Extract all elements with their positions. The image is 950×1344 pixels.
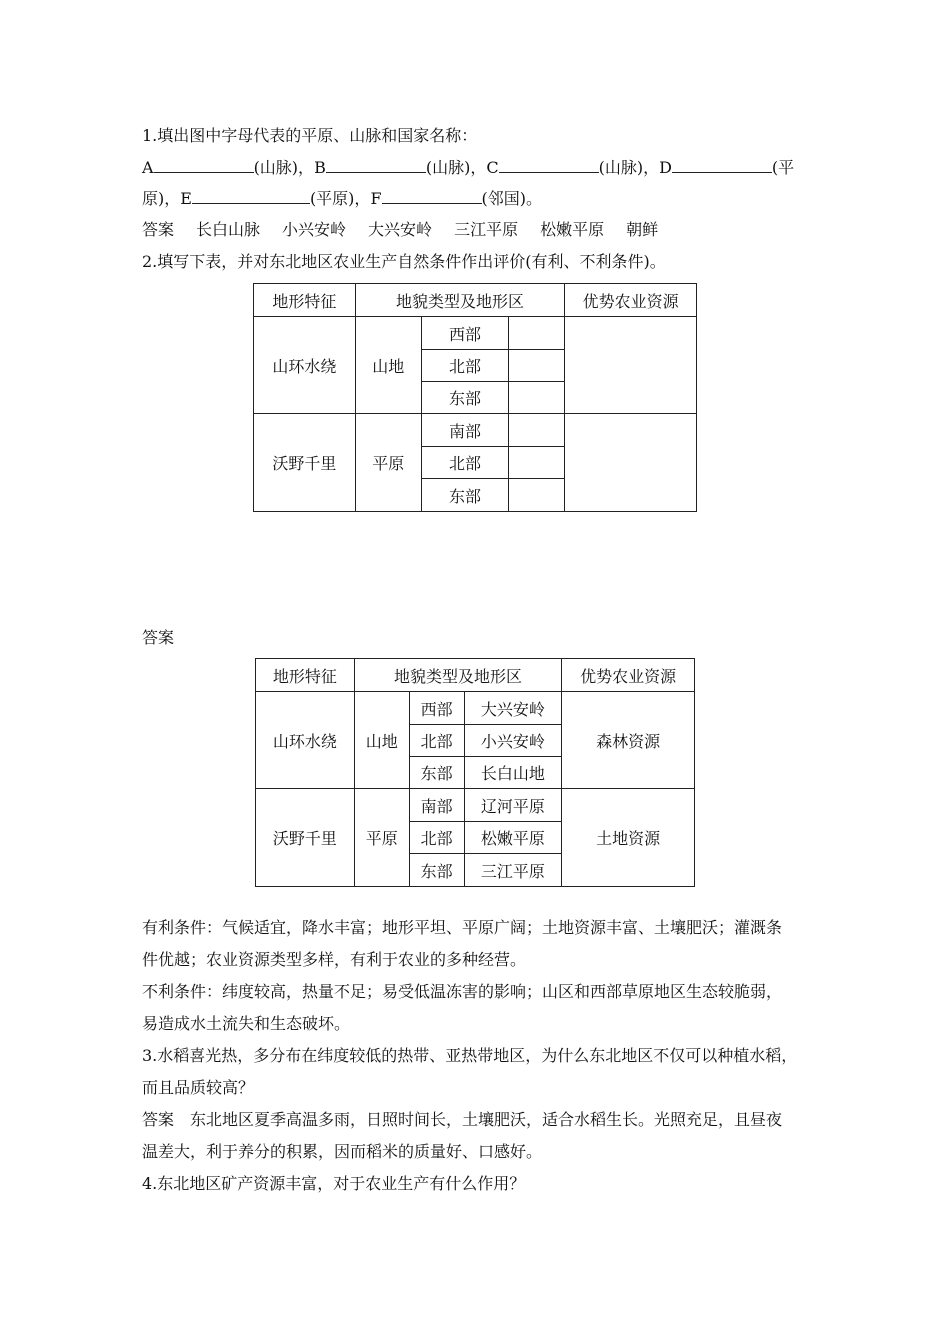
fill-cell[interactable] <box>509 350 565 382</box>
region-cell: 北部 <box>421 447 509 479</box>
answer-table <box>255 658 695 887</box>
fill-cell[interactable] <box>509 479 565 512</box>
type-cell: 平原 <box>355 414 421 512</box>
region-cell: 东部 <box>409 757 464 789</box>
region-cell: 南部 <box>409 789 464 822</box>
blank-table <box>253 283 697 512</box>
resource-cell: 土地资源 <box>562 789 695 887</box>
q1-blank-line-2 <box>142 189 542 209</box>
resource-fill-cell[interactable] <box>565 317 697 414</box>
fill-cell[interactable] <box>509 317 565 350</box>
answer-item: 朝鲜 <box>626 220 659 239</box>
blank-a-hint: (山脉)， <box>253 158 315 177</box>
region-cell: 北部 <box>409 725 464 757</box>
q3-question-line-2: 而且品质较高？ <box>142 1078 255 1097</box>
answer-item: 大兴安岭 <box>368 220 433 239</box>
landform-name-cell: 松嫩平原 <box>464 822 562 854</box>
fill-cell[interactable] <box>509 414 565 447</box>
blank-c-hint: (山脉)， <box>598 158 660 177</box>
type-cell: 山地 <box>355 317 421 414</box>
favorable-conditions-line-2: 件优越；农业资源类型多样，有利于农业的多种经营。 <box>142 950 527 969</box>
blank-d-hint-continued: 原)， <box>142 189 181 208</box>
favorable-conditions-line-1: 有利条件：气候适宜，降水丰富；地形平坦、平原广阔；土地资源丰富、土壤肥沃；灌溉条 <box>142 918 783 937</box>
blank-b-field[interactable] <box>326 158 426 173</box>
blank-c-field[interactable] <box>499 158 599 173</box>
q3-question-line-1: 3.水稻喜光热，多分布在纬度较低的热带、亚热带地区，为什么东北地区不仅可以种植水稻， <box>142 1046 798 1065</box>
blank-letter-f: F <box>370 189 382 208</box>
q3-answer-line-2: 温差大，利于养分的积累，因而稻米的质量好、口感好。 <box>142 1142 543 1161</box>
blank-letter-a: A <box>142 158 154 177</box>
feature-cell: 沃野千里 <box>256 789 355 887</box>
landform-name-cell: 长白山地 <box>464 757 562 789</box>
unfavorable-conditions-line-2: 易造成水土流失和生态破坏。 <box>142 1014 351 1033</box>
type-cell: 平原 <box>354 789 409 887</box>
header-resource: 优势农业资源 <box>562 659 695 692</box>
landform-name-cell: 三江平原 <box>464 854 562 887</box>
region-cell: 北部 <box>409 822 464 854</box>
q2-answer-label: 答案 <box>142 628 175 647</box>
feature-cell: 山环水绕 <box>256 692 355 789</box>
region-cell: 西部 <box>421 317 509 350</box>
q1-blank-line-1 <box>142 158 794 178</box>
blank-e-hint: (平原)， <box>309 189 371 208</box>
blank-letter-e: E <box>180 189 192 208</box>
resource-cell: 森林资源 <box>562 692 695 789</box>
fill-cell[interactable] <box>509 447 565 479</box>
unfavorable-conditions-line-1: 不利条件：纬度较高，热量不足；易受低温冻害的影响；山区和西部草原地区生态较脆弱， <box>142 982 783 1001</box>
blank-a-field[interactable] <box>154 158 254 173</box>
header-landform: 地貌类型及地形区 <box>355 284 565 317</box>
blank-letter-c: C <box>486 158 499 177</box>
header-landform: 地貌类型及地形区 <box>354 659 562 692</box>
blank-e-field[interactable] <box>192 189 310 204</box>
landform-name-cell: 小兴安岭 <box>464 725 562 757</box>
header-terrain-feature: 地形特征 <box>256 659 355 692</box>
fill-cell[interactable] <box>509 382 565 414</box>
blank-b-hint: (山脉)， <box>425 158 487 177</box>
answer-label: 答案 <box>142 220 175 239</box>
answer-item: 小兴安岭 <box>282 220 347 239</box>
blank-f-hint: (邻国)。 <box>481 189 543 208</box>
answer-item: 松嫩平原 <box>540 220 605 239</box>
header-resource: 优势农业资源 <box>565 284 697 317</box>
type-cell: 山地 <box>354 692 409 789</box>
region-cell: 西部 <box>409 692 464 725</box>
blank-letter-b: B <box>314 158 326 177</box>
q3-answer-line-1: 答案 东北地区夏季高温多雨，日照时间长，土壤肥沃，适合水稻生长。光照充足，且昼夜 <box>142 1110 783 1129</box>
blank-d-field[interactable] <box>672 158 772 173</box>
region-cell: 东部 <box>421 479 509 512</box>
blank-d-hint: (平 <box>771 158 795 177</box>
region-cell: 南部 <box>421 414 509 447</box>
feature-cell: 沃野千里 <box>254 414 356 512</box>
landform-name-cell: 辽河平原 <box>464 789 562 822</box>
answer-item: 长白山脉 <box>196 220 261 239</box>
q1-answer <box>142 220 658 240</box>
feature-cell: 山环水绕 <box>254 317 356 414</box>
answer-item: 三江平原 <box>454 220 519 239</box>
region-cell: 北部 <box>421 350 509 382</box>
q2-question: 2.填写下表，并对东北地区农业生产自然条件作出评价(有利、不利条件)。 <box>142 252 666 271</box>
region-cell: 东部 <box>409 854 464 887</box>
resource-fill-cell[interactable] <box>565 414 697 512</box>
q4-question: 4.东北地区矿产资源丰富，对于农业生产有什么作用？ <box>142 1174 526 1193</box>
region-cell: 东部 <box>421 382 509 414</box>
blank-f-field[interactable] <box>382 189 482 204</box>
q1-question: 1.填出图中字母代表的平原、山脉和国家名称： <box>142 126 478 145</box>
blank-letter-d: D <box>659 158 672 177</box>
landform-name-cell: 大兴安岭 <box>464 692 562 725</box>
header-terrain-feature: 地形特征 <box>254 284 356 317</box>
